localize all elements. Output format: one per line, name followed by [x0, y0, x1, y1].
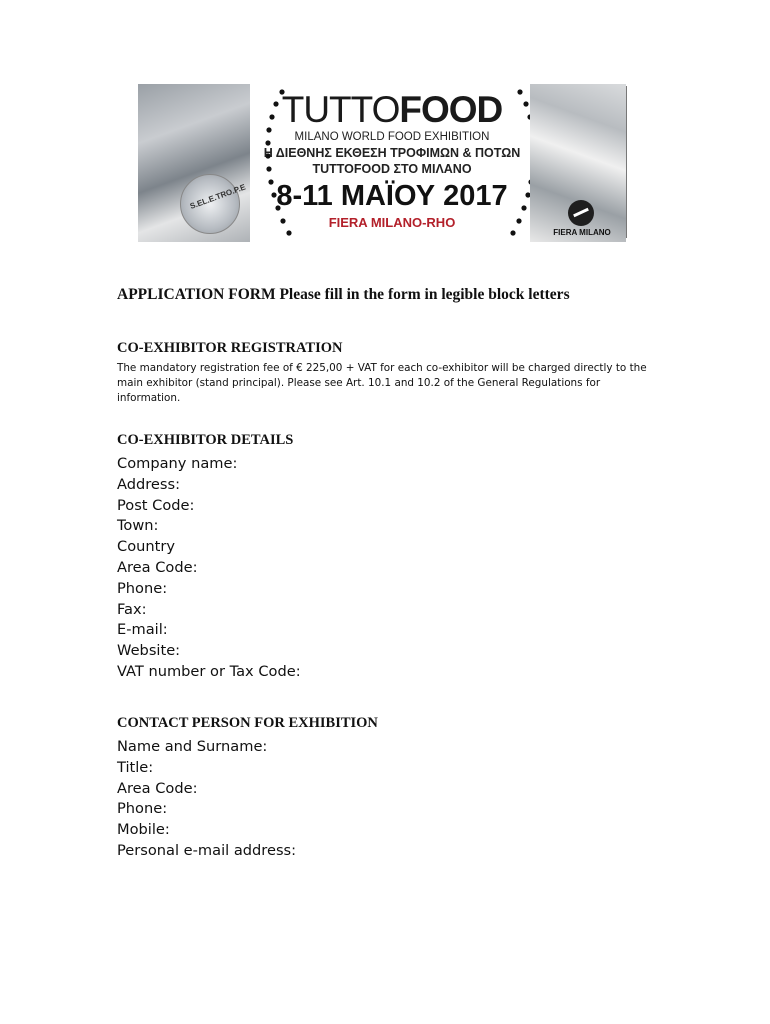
fiera-milano-mark-icon — [568, 200, 594, 226]
banner-greek-line-1: Η ΔΙΕΘΝΗΣ ΕΚΘΕΣΗ ΤΡΟΦΙΜΩΝ & ΠΟΤΩΝ — [263, 146, 521, 160]
field-vat-number: VAT number or Tax Code: — [117, 662, 301, 680]
field-title: Title: — [117, 758, 154, 776]
details-heading: CO-EXHIBITOR DETAILS — [117, 432, 294, 448]
field-mobile: Mobile: — [117, 821, 170, 839]
field-website: Website: — [117, 642, 181, 660]
seal-text: S.EL.E.TRO.P.E — [188, 182, 247, 211]
banner-title — [262, 90, 522, 130]
title-part-bold: FOOD — [399, 89, 503, 130]
field-company-name: Company name: — [117, 455, 238, 472]
banner-greek-line-2: TUTTOFOOD ΣΤΟ ΜΙΛΑΝΟ — [312, 162, 472, 176]
field-personal-email: Personal e-mail address: — [117, 841, 297, 859]
field-email: E-mail: — [117, 621, 168, 639]
contact-field-list — [117, 737, 296, 862]
field-fax: Fax: — [117, 600, 147, 618]
vertical-divider — [626, 86, 627, 238]
field-contact-area-code: Area Code: — [117, 779, 198, 797]
title-part-light: TUTTO — [281, 89, 400, 130]
field-post-code: Post Code: — [117, 496, 195, 514]
field-phone: Phone: — [117, 579, 168, 597]
banner-subtitle: MILANO WORLD FOOD EXHIBITION — [294, 131, 490, 143]
seletrope-seal-logo — [180, 174, 247, 234]
fiera-milano-logo — [546, 200, 618, 240]
field-country: Country — [117, 538, 175, 556]
event-banner — [138, 84, 630, 242]
form-heading: APPLICATION FORM Please fill in the form in legible block letters — [117, 286, 570, 303]
field-address: Address: — [117, 475, 181, 493]
fiera-milano-logo-text: FIERA MILANO — [553, 228, 611, 237]
field-town: Town: — [117, 517, 159, 535]
field-area-code: Area Code: — [117, 558, 198, 576]
registration-text: The mandatory registration fee of € 225,00 + VAT for each co-exhibitor will be charged directly to the main exhibitor (stand principal). Please see Art. 10.1 and 10.2 of the General Regulations for information. — [117, 362, 647, 404]
banner-dates: 8-11 ΜΑΪΟΥ 2017 — [276, 180, 508, 212]
field-name-surname: Name and Surname: — [117, 738, 268, 755]
registration-heading: CO-EXHIBITOR REGISTRATION — [117, 340, 343, 356]
field-contact-phone: Phone: — [117, 800, 168, 818]
contact-heading: CONTACT PERSON FOR EXHIBITION — [117, 715, 378, 731]
banner-venue: FIERA MILANO-RHO — [328, 215, 456, 230]
details-field-list — [117, 454, 301, 683]
